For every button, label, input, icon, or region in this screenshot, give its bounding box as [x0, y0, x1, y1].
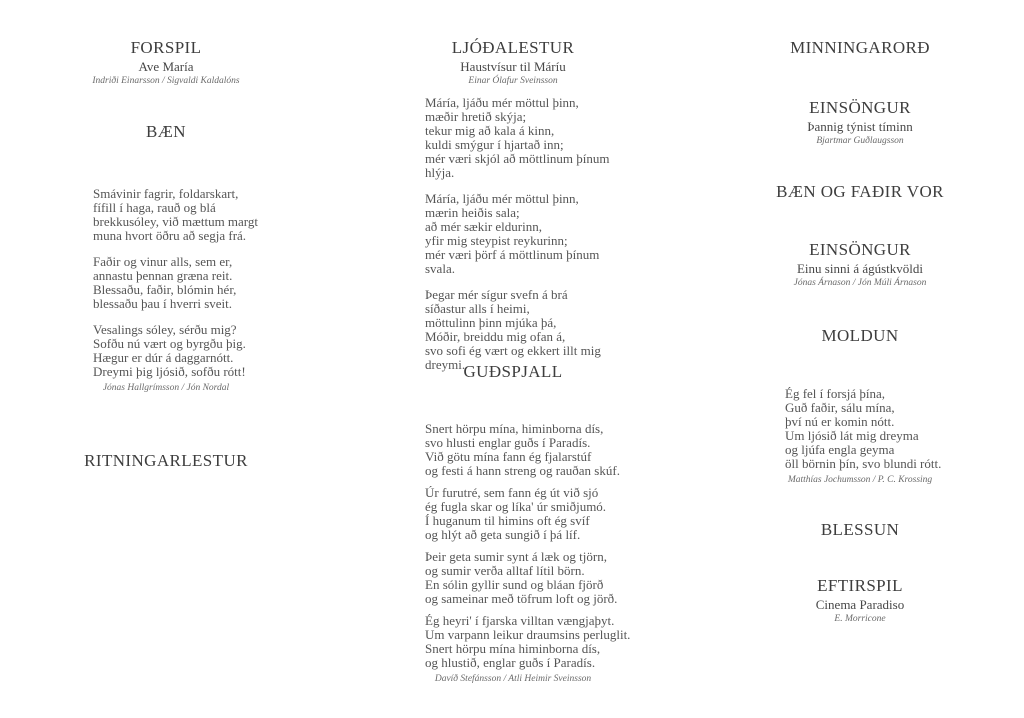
poem-line: yfir mig steypist reykurinn;	[425, 233, 568, 248]
poem-line: Blessaðu, faðir, blómin hér,	[93, 282, 237, 297]
poem-line: Dreymi þig ljósið, sofðu rótt!	[93, 364, 246, 379]
poem-line: Þeir geta sumir synt á læk og tjörn,	[425, 549, 607, 564]
poem-credit: Matthías Jochumsson / P. C. Krossing	[787, 475, 933, 485]
poem-line: Í huganum til himins oft ég svíf	[425, 513, 590, 528]
poem-line: og sumir verða alltaf lítil börn.	[425, 563, 585, 578]
poem-line: Sofðu nú vært og byrgðu þig.	[93, 336, 246, 351]
section-heading-einsongur: EINSÖNGUR	[809, 98, 911, 117]
stanza	[785, 387, 978, 471]
section-heading-moldun: MOLDUN	[821, 326, 899, 345]
stanza	[93, 255, 284, 311]
poem-line: möttulinn þinn mjúka þá,	[425, 315, 557, 330]
section-baen-og-fadir-vor	[742, 182, 978, 202]
gudspjall-poem	[395, 422, 631, 685]
section-einsongur-1	[742, 98, 978, 147]
poem-line: Ég heyri' í fjarska villtan vængjaþyt.	[425, 613, 615, 628]
section-heading-blessun: BLESSUN	[820, 520, 900, 539]
poem-line: Snert hörpu mína himinborna dís,	[425, 641, 601, 656]
poem-line: Máría, ljáðu mér möttul þinn,	[425, 191, 579, 206]
author-credit: Indriði Einarsson / Sigvaldi Kaldalóns	[92, 76, 240, 86]
poem-line: blessaðu þau í hverri sveit.	[93, 296, 232, 311]
poem-line: Um varpann leikur draumsins perluglit.	[425, 627, 631, 642]
poem-line: að mér sækir eldurinn,	[425, 219, 542, 234]
stanza	[425, 486, 631, 542]
poem-line: Guð faðir, sálu mína,	[785, 400, 895, 415]
section-moldun	[742, 326, 978, 346]
stanza	[93, 187, 284, 243]
section-heading-ljodalestur: LJÓÐALESTUR	[451, 38, 575, 57]
poem-line: Úr furutré, sem fann ég út við sjó	[425, 485, 599, 500]
poem-line: muna hvort öðru að segja frá.	[93, 228, 247, 243]
poem-line: Vesalings sóley, sérðu mig?	[93, 322, 237, 337]
column-left	[48, 0, 284, 718]
ljodalestur-poem	[395, 96, 631, 372]
stanza	[425, 288, 631, 372]
poem-line: því nú er komin nótt.	[785, 414, 895, 429]
piece-title: Þannig týnist tíminn	[807, 119, 913, 134]
section-ritningarlestur	[48, 451, 284, 471]
baen-poem	[48, 187, 284, 394]
poem-line: ég fugla skar og líka' úr smiðjumó.	[425, 499, 607, 514]
poem-line: En sólin gyllir sund og bláan fjörð	[425, 577, 604, 592]
section-eftirspil	[742, 576, 978, 625]
stanza	[425, 550, 631, 606]
section-heading-einsongur: EINSÖNGUR	[809, 240, 911, 259]
poem-line: Ég fel í forsjá þína,	[785, 386, 885, 401]
stanza	[93, 323, 284, 379]
poem-line: Hægur er dúr á daggarnótt.	[93, 350, 234, 365]
section-gudspjall	[395, 362, 631, 382]
author-credit: Bjartmar Guðlaugsson	[816, 136, 904, 146]
section-blessun	[742, 520, 978, 540]
poem-line: og hlustið, englar guðs í Paradís.	[425, 655, 596, 670]
column-middle	[395, 0, 631, 718]
poem-text	[395, 96, 631, 372]
section-heading-ritningarlestur: RITNINGARLESTUR	[84, 451, 248, 470]
poem-line: mér væri skjól að möttlinum þínum hlýja.	[425, 151, 610, 180]
poem-line: og festi á hann streng og rauðan skúf.	[425, 463, 620, 478]
poem-line: og ljúfa engla geyma	[785, 442, 895, 457]
section-heading-baen: BÆN	[146, 122, 186, 141]
poem-line: Smávinir fagrir, foldarskart,	[93, 186, 239, 201]
section-heading-baen-og-fadir-vor: BÆN OG FAÐIR VOR	[776, 182, 944, 201]
poem-line: Við götu mína fann ég fjalarstúf	[425, 449, 592, 464]
poem-text	[48, 187, 284, 379]
piece-title: Cinema Paradiso	[815, 597, 905, 612]
poem-line: tekur mig að kala á kinn,	[425, 123, 555, 138]
author-credit: Jónas Árnason / Jón Múli Árnason	[793, 278, 927, 288]
poem-line: mæðir hretið skýja;	[425, 109, 527, 124]
moldun-poem	[742, 387, 978, 486]
poem-line: svo hlusti englar guðs í Paradís.	[425, 435, 591, 450]
stanza	[425, 96, 631, 180]
poem-line: fífill í haga, rauð og blá	[93, 200, 216, 215]
poem-text	[395, 422, 631, 670]
poem-text	[742, 387, 978, 471]
section-einsongur-2	[742, 240, 978, 289]
piece-title: Haustvísur til Máríu	[460, 59, 566, 74]
poem-line: brekkusóley, við mættum margt	[93, 214, 259, 229]
column-right	[742, 0, 978, 718]
section-minningarord	[742, 38, 978, 58]
poem-line: öll börnin þín, svo blundi rótt.	[785, 456, 942, 471]
poem-line: Faðir og vinur alls, sem er,	[93, 254, 233, 269]
section-baen	[48, 122, 284, 142]
section-heading-gudspjall: GUÐSPJALL	[463, 362, 563, 381]
section-heading-minningarord: MINNINGARORÐ	[790, 38, 930, 57]
poem-line: Þegar mér sígur svefn á brá	[425, 287, 568, 302]
poem-line: Máría, ljáðu mér möttul þinn,	[425, 95, 579, 110]
stanza	[425, 192, 631, 276]
stanza	[425, 614, 631, 670]
poem-line: Snert hörpu mína, himinborna dís,	[425, 421, 604, 436]
poem-credit: Davíð Stefánsson / Atli Heimir Sveinsson	[434, 674, 592, 684]
section-heading-forspil: FORSPIL	[130, 38, 202, 57]
poem-line: mér væri þörf á möttlinum þínum svala.	[425, 247, 600, 276]
poem-line: kuldi smýgur í hjartað inn;	[425, 137, 564, 152]
poem-line: og sameinar með töfrum loft og jörð.	[425, 591, 618, 606]
author-credit: Einar Ólafur Sveinsson	[468, 76, 558, 86]
poem-line: svo sofi ég vært og ekkert illt mig dreymi.	[425, 343, 601, 372]
poem-line: síðastur alls í heimi,	[425, 301, 530, 316]
poem-line: Um ljósið lát mig dreyma	[785, 428, 919, 443]
poem-line: Móðir, breiddu mig ofan á,	[425, 329, 566, 344]
section-ljodalestur	[395, 38, 631, 87]
piece-title: Ave María	[138, 59, 194, 74]
stanza	[425, 422, 631, 478]
poem-line: annastu þennan græna reit.	[93, 268, 233, 283]
section-forspil	[48, 38, 284, 87]
author-credit: E. Morricone	[834, 614, 886, 624]
poem-credit: Jónas Hallgrímsson / Jón Nordal	[102, 383, 230, 393]
piece-title: Einu sinni á ágústkvöldi	[796, 261, 924, 276]
section-heading-eftirspil: EFTIRSPIL	[817, 576, 903, 595]
poem-line: og hlýt að geta sungið í þá líf.	[425, 527, 581, 542]
poem-line: mærin heiðis sala;	[425, 205, 520, 220]
